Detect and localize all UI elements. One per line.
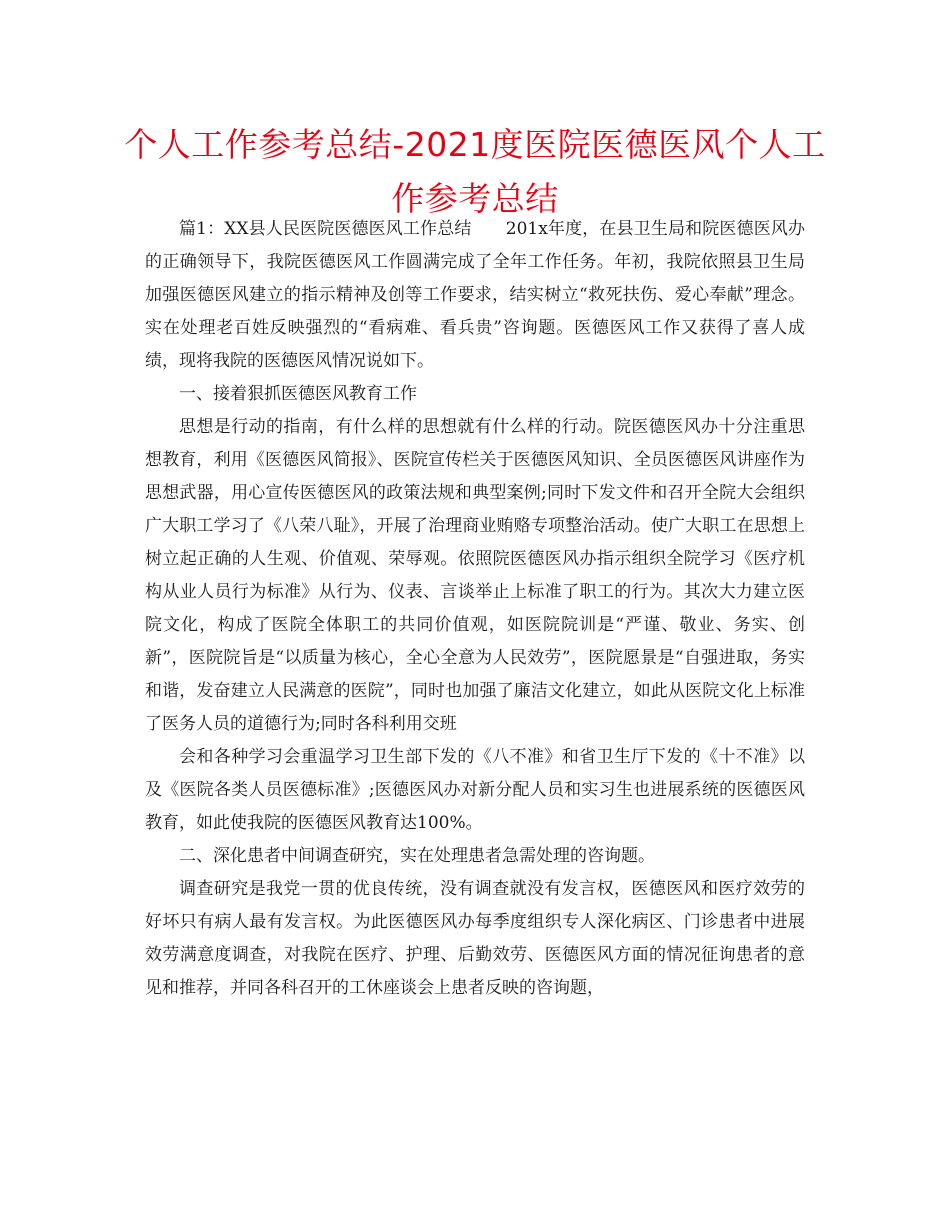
section-heading-2: 二、深化患者中间调查研究，实在处理患者急需处理的咨询题。 (179, 846, 655, 866)
document-body (145, 213, 805, 1005)
paragraph-intro: 篇1：XX县人民医院医德医风工作总结 201x年度，在县卫生局和院医德医风办的正确领导下，我院医德医风工作圆满完成了全年工作任务。年初，我院依照县卫生局加强医德医风建立的指示精神及创等工作要求，结实树立“救死扶伤、爱心奉献”理念。实在处理老百姓反映强烈的“看病难、看兵贵”咨询题。医德医风工作又获得了喜人成绩，现将我院的医德医风情况说如下。 (145, 219, 805, 371)
paragraph-section-1: 思想是行动的指南，有什么样的思想就有什么样的行动。院医德医风办十分注重思想教育，利用《医德医风简报》、医院宣传栏关于医德医风知识、全员医德医风讲座作为思想武器，用心宣传医德医风的政策法规和典型案例;同时下发文件和召开全院大会组织广大职工学习了《八荣八耻》，开展了治理商业贿赂专项整治活动。使广大职工在思想上树立起正确的人生观、价值观、荣辱观。依照院医德医风办指示组织全院学习《医疗机构从业人员行为标准》从行为、仪表、言谈举止上标准了职工的行为。其次大力建立医院文化，构成了医院全体职工的共同价值观，如医院院训是“严谨、敬业、务实、创新”，医院院旨是“以质量为核心，全心全意为人民效劳”，医院愿景是“自强进取，务实和谐，发奋建立人民满意的医院”，同时也加强了廉洁文化建立，如此从医院文化上标准了医务人员的道德行为;同时各科利用交班 (145, 417, 805, 734)
section-heading-1: 一、接着狠抓医德医风教育工作 (179, 384, 417, 404)
document-title: 个人工作参考总结-2021度医院医德医风个人工作参考总结 (124, 125, 826, 218)
paragraph-section-2: 调查研究是我党一贯的优良传统，没有调查就没有发言权，医德医风和医疗效劳的好坏只有病人最有发言权。为此医德医风办每季度组织专人深化病区、门诊患者中进展效劳满意度调查，对我院在医疗、护理、后勤效劳、医德医风方面的情况征询患者的意见和推荐，并同各科召开的工休座谈会上患者反映的咨询题， (145, 879, 805, 998)
paragraph-section-1-continued: 会和各种学习会重温学习卫生部下发的《八不准》和省卫生厅下发的《十不准》以及《医院各类人员医德标准》;医德医风办对新分配人员和实习生也进展系统的医德医风教育，如此使我院的医德医风教育达100%。 (145, 747, 805, 833)
